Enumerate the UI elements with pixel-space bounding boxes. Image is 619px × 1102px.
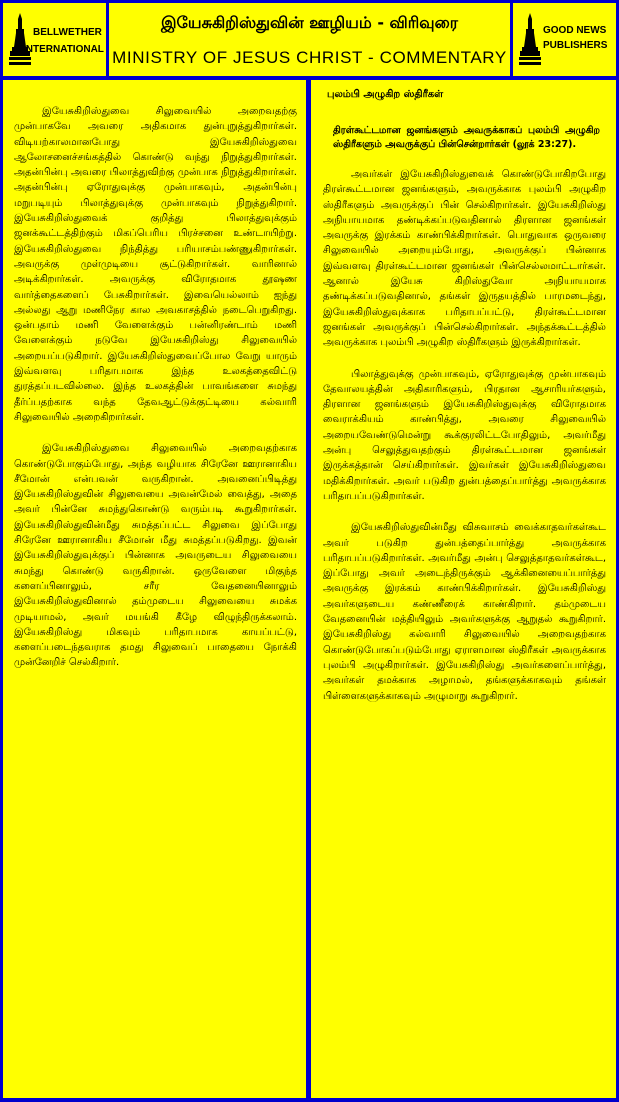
right-paragraph-3: இயேசுகிறிஸ்துவின்மீது விசுவாசம் வைக்காதவர்கள்கூட அவர் படுகிற துன்பத்தைப்பார்த்து அவருக்காக பரிதாபப்படுகிறார்கள். அவர்மீது அன்பு செலுத்தாதவர்கள்கூட, இப்போது அவர் அடைந்திருக்கும் ஆக்கினையைப்பார்த்து அவருக்கு இரக்கம் காண்பிக்கிறார்கள். இயேசுகிறிஸ்து அவர்களுடைய கண்ணீரைக் காண்கிறார். தம்முடைய வேதனையின் மத்தியிலும் அவர்களுக்கு ஆறுதல் கூறுகிறார். இயேசுகிறிஸ்து கல்வாரி சிலுவையில் அறைவதற்காக கொண்டுபோகப்படும்போது ஏராளமான ஸ்திரீகள் அவருக்காக புலம்பி அழுகிறார்கள். இயேசுகிறிஸ்து அவர்களைப்பார்த்து, அவர்கள் தமக்காக அழாமல், தங்களுக்காகவும் தங்கள் பிள்ளைகளுக்காகவும் அழுமாறு கூறுகிறார். bbox=[323, 522, 606, 702]
left-paragraph-2: இயேசுகிறிஸ்துவை சிலுவையில் அறைவதற்காக கொண்டுபோகும்போது, அந்த வழியாக சிரேனே ஊரானாகிய சீமோன் என்பவன் வருகிறான். அவனைப்பிடித்து இயேசுகிறிஸ்துவின் சிலுவையை அவன்மேல் வைத்து, அதை அவர் பின்னே சுமந்துகொண்டு வரும்படி கூறுகிறார்கள். இயேசுகிறிஸ்துவின்மீது சுமத்தப்பட்ட சிலுவை இப்போது சிரேனே ஊரானாகிய சீமோன் மீது சுமத்தப்படுகிறது. இவன் இயேசுகிறிஸ்துவுக்குப் பின்னாக அவருடைய சிலுவையை சுமந்து கொண்டு வருகிறான். ஒருவேளை மிகுந்த களைப்பினாலும், சரீர வேதனையினாலும் இயேசுகிறிஸ்துவினால் தம்முடைய சிலுவையை சுமக்க முடியாமல், அவர் மயங்கி கீழே விழுந்திருக்கலாம். இயேசுகிறிஸ்து மிகவும் பரிதாபமாக காயப்பட்டு, களைப்படைந்தவராக தமது சிலுவைப் பாதையை நோக்கி முன்னேறிச் செல்கிறார். bbox=[14, 443, 297, 669]
logo-left-line2: INTERNATIONAL bbox=[23, 44, 104, 55]
logo-right-line1: GOOD NEWS bbox=[543, 25, 607, 36]
scripture-verse: திரள்கூட்டமான ஜனங்களும் அவருக்காகப் புலம்பி அழுகிற ஸ்திரீகளும் அவருக்குப் பின்சென்றார்கள் (லூக் 23:27). bbox=[333, 125, 600, 150]
right-paragraph-1: அவர்கள் இயேசுகிறிஸ்துவைக் கொண்டுபோகிறபோது திரள்கூட்டமான ஜனங்களும், அவருக்காக புலம்பி அழுகிற ஸ்திரீகளும் அவருக்குப் பின் செல்கிறார்கள். இயேசுகிறிஸ்து அநியாயமாக தண்டிக்கப்படுவதினால் திரளான ஜனங்கள் அவருக்கு இரக்கம் காண்பிக்கிறார்கள். பொதுவாக ஒருவரை சிலுவையில் அறையும்போது, அவருக்குப் பின்னாக இவ்வளவு திரள்கூட்டமான ஜனங்கள் பின்செல்லமாட்டார்கள். ஆனால் இயேசு கிறிஸ்துவோ அநியாயமாக தண்டிக்கப்படுவதினால், தங்கள் இருதயத்தில் பாரமடைந்து, இயேசுகிறிஸ்துவுக்காக பரிதாபப்பட்டு, திரள்கூட்டமான ஜனங்கள் அவருக்குப் பின்செல்கிறார்கள். அந்தக்கூட்டத்தில் அவருக்காக புலம்பி அழுகிற ஸ்திரீகளும் இருக்கிறார்கள். bbox=[323, 169, 606, 349]
left-column bbox=[3, 80, 306, 1098]
title-block bbox=[109, 3, 510, 76]
left-paragraph-1: இயேசுகிறிஸ்துவை சிலுவையில் அறைவதற்கு முன்பாகவே அவரை அதிகமாக துன்புறுத்துகிறார்கள். விடியற்காலமானபோது இயேசுகிறிஸ்துவை ஆலோசனைச்சங்கத்தில் கொண்டு வந்து நிறுத்துகிறார்கள். அதன்பின்பு அவரை பிலாத்துவிற்கு முன்பாக நிறுத்துகிறார்கள். அதன்பின்பு ஏரோதுவுக்கு முன்பாகவும், அதன்பின்பு மறுபடியும் பிலாத்துவுக்கு முன்பாகவும் நிறுத்துகிறார். இயேசுகிறிஸ்துவைக் குறித்து பிலாத்துவுக்கும் ஜனக்கூட்டத்திற்கும் மிகப்பெரிய பிரச்சனை உண்டாயிற்று. இயேசுகிறிஸ்துவை நிந்தித்து பரியாசம்பண்ணுகிறார்கள். அவருக்கு முள்முடியை சூட்டுகிறார்கள். வாரினால் அடிக்கிறார்கள். அவருக்கு விரோதமாக தூஷண வார்த்தைகளைப் பேசுகிறார்கள். இவையெல்லாம் ஐந்து அல்லது ஆறு மணிநேர கால அவகாசத்தில் நடைபெறுகிறது. ஒன்பதாம் மணி வேளைக்கும் பன்னிரண்டாம் மணி வேளைக்கும் நடுவே இயேசுகிறிஸ்து சிலுவையில் அறையப்படுகிறார். இயேசுகிறிஸ்துவைப்போல வேறு யாரும் இவ்வளவு பரிதாபமாக இந்த உலகத்தைவிட்டு துரத்தப்படவில்லை. இந்த உலகத்தின் பாவங்களை சுமந்து தீர்ப்பதற்காக வந்த தேவஆட்டுக்குட்டியை கல்வாரி சிலுவையில் அறைகிறார்கள். bbox=[14, 106, 297, 423]
title-tamil: இயேசுகிறிஸ்துவின் ஊழியம் - விரிவுரை bbox=[160, 13, 458, 32]
header bbox=[3, 3, 616, 76]
bell-tower-icon bbox=[9, 13, 31, 65]
publisher-logo-left bbox=[3, 3, 106, 76]
section-title: புலம்பி அழுகிற ஸ்திரீகள் bbox=[327, 89, 444, 100]
right-column bbox=[311, 80, 616, 1098]
publisher-logo-right bbox=[513, 3, 616, 76]
logo-left-line1: BELLWETHER bbox=[33, 27, 102, 38]
right-paragraph-2: பிலாத்துவுக்கு முன்பாகவும், ஏரோதுவுக்கு முன்பாகவும் தேவாலயத்தின் அதிகாரிகளும், பிரதான ஆசாரியர்களும், திரளான ஜனங்களும் இயேசுகிறிஸ்துவுக்கு விரோதமாக வைராக்கியம் காண்பித்து, அவரை சிலுவையில் அறையவேண்டுமென்று கூக்குரலிட்டபோதிலும், அவர்மீது அன்பு செலுத்துவதற்கும் திரள்கூட்டமான ஜனங்கள் இருக்கத்தான் செய்கிறார்கள். இவர்கள் இயேசுகிறிஸ்துவை மதிக்கிறார்கள். அவர் படுகிற துன்பத்தைப்பார்த்து அவருக்காக பரிதாபப்படுகிறார்கள். bbox=[323, 368, 606, 502]
bell-tower-icon bbox=[519, 13, 541, 65]
logo-right-line2: PUBLISHERS bbox=[543, 40, 608, 51]
title-english: MINISTRY OF JESUS CHRIST - COMMENTARY bbox=[112, 48, 507, 67]
